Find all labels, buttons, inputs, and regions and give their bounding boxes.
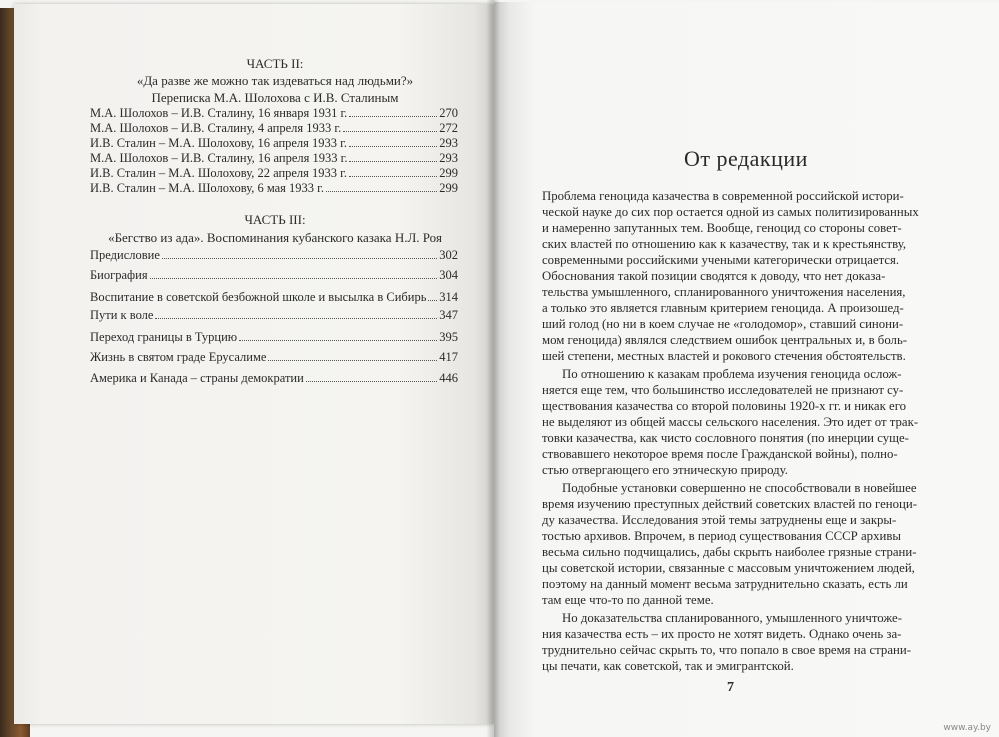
toc-entry-title: Жизнь в святом граде Ерусалиме	[90, 350, 267, 364]
body-line: и намеренно запутанных тем. Вообще, геноцид со стороны совет-	[542, 221, 902, 235]
body-line: труднительно сейчас скрыть то, что попало в свое время на страни-	[542, 643, 911, 657]
toc-entry-page: 347	[439, 308, 458, 322]
toc-entry-title: Биография	[90, 268, 148, 282]
toc-entry	[90, 290, 458, 305]
body-line: не выделяют из общей массы сельского населения. Это идет от трак-	[542, 415, 919, 429]
toc-entry-title: Предисловие	[90, 248, 160, 262]
toc-leader	[239, 330, 437, 341]
toc-entry-page: 293	[439, 136, 458, 150]
part2-subtitle-quote: «Да разве же можно так издеваться над людьми?»	[136, 73, 414, 88]
toc-entry	[90, 248, 458, 263]
body-line: стью отвергающего его этническую природу.	[542, 463, 788, 477]
toc-leader	[150, 268, 438, 279]
body-line: Проблема геноцида казачества в современной российской истори-	[542, 189, 904, 203]
toc-entry-page: 446	[439, 371, 458, 385]
toc-leader	[428, 290, 437, 301]
body-line: а только это является главным критерием геноцида. А произошед-	[542, 301, 904, 315]
body-line: Но доказательства спланированного, умышленного уничтоже-	[562, 611, 902, 625]
body-line: время изучению преступных действий советских властей по геноци-	[542, 497, 917, 511]
body-line: шей степени, местных властей и рокового стечения обстоятельств.	[542, 349, 906, 363]
body-line: там еще что-то по данной теме.	[542, 593, 714, 607]
body-line: современными российскими учеными категорически отрицается.	[542, 253, 900, 267]
toc-leader	[349, 166, 437, 177]
toc-entry-title: М.А. Шолохов – И.В. Сталину, 16 апреля 1933 г.	[90, 151, 348, 165]
watermark: www.ay.by	[943, 723, 991, 733]
part3-subtitle: «Бегство из ада». Воспоминания кубанского казака Н.Л. Роя	[108, 230, 442, 245]
chapter-title: От редакции	[684, 146, 808, 171]
toc-entry-page: 270	[439, 106, 458, 120]
body-line: ший голод (но ни в коем случае не «голодомор», ставший синони-	[542, 317, 904, 331]
book-gutter	[486, 0, 500, 737]
toc-entry-page: 272	[439, 121, 458, 135]
toc-entry-title: И.В. Сталин – М.А. Шолохову, 22 апреля 1933 г.	[90, 166, 348, 180]
toc-leader	[349, 106, 437, 117]
toc-entry	[90, 350, 458, 365]
toc-entry	[90, 371, 458, 386]
part3-heading: ЧАСТЬ III:	[244, 212, 306, 227]
toc-leader	[306, 371, 437, 382]
toc-leader	[162, 248, 437, 259]
part2-subtitle: Переписка М.А. Шолохова с И.В. Сталиным	[151, 90, 399, 105]
toc-entry-page: 304	[439, 268, 458, 282]
toc-entry	[90, 268, 458, 283]
body-line: ществования казачества со второй половины 1920-х гг. и никак его	[542, 399, 907, 413]
toc-entry	[90, 330, 458, 345]
toc-leader	[155, 308, 437, 319]
body-line: ствовавшего некоторое время после Гражданской войны), полно-	[542, 447, 898, 461]
toc-entry-title: И.В. Сталин – М.А. Шолохову, 6 мая 1933 г.	[90, 181, 325, 195]
body-line: ду казачества. Исследования этой темы затруднены еще и закры-	[542, 513, 897, 527]
body-line: цы советской истории, связанные с массовым уничтожением людей,	[542, 561, 915, 575]
toc-entry-title: Америка и Канада – страны демократии	[90, 371, 304, 385]
body-line: тельства умышленного, спланированного уничтожения населения,	[542, 285, 906, 299]
page-number: 7	[727, 680, 734, 695]
toc-entry	[90, 151, 458, 166]
toc-entry-page: 417	[439, 350, 458, 364]
toc-entry-page: 314	[439, 290, 458, 304]
body-line: ческой науке до сих пор остается одной из самых политизированных	[542, 205, 919, 219]
body-line: весьма сильно подчищались, дабы скрыть наиболее грязные страни-	[542, 545, 917, 559]
body-line: товки казачества, как чисто сословного понятия (по инерции суще-	[542, 431, 909, 445]
toc-entry-page: 299	[439, 166, 458, 180]
toc-entry-title: И.В. Сталин – М.А. Шолохову, 16 апреля 1933 г.	[90, 136, 348, 150]
body-line: мом геноцида) являлся следствием ошибок центральных и, в боль-	[542, 333, 908, 347]
body-line: По отношению к казакам проблема изучения геноцида ослож-	[562, 367, 902, 381]
toc-entry-title: М.А. Шолохов – И.В. Сталину, 4 апреля 1933 г.	[90, 121, 342, 135]
body-line: ских властей по отношению как к казачеству, так и к крестьянству,	[542, 237, 907, 251]
toc-entry	[90, 181, 458, 196]
body-line: Обоснования такой позиции сводятся к доводу, что нет доказа-	[542, 269, 886, 283]
toc-entry	[90, 106, 458, 121]
toc-entry-page: 293	[439, 151, 458, 165]
toc-entry-page: 395	[439, 330, 458, 344]
toc-leader	[349, 151, 437, 162]
toc-entry	[90, 166, 458, 181]
toc-entry-title: Пути к воле	[90, 308, 154, 322]
toc-entry-page: 299	[439, 181, 458, 195]
toc-leader	[268, 350, 437, 361]
toc-entry-title: Переход границы в Турцию	[90, 330, 238, 344]
toc-entry-title: Воспитание в советской безбожной школе и высылка в Сибирь	[90, 290, 427, 304]
toc-leader	[349, 136, 437, 147]
toc-entry	[90, 121, 458, 136]
toc-leader	[343, 121, 437, 132]
body-line: няется еще тем, что большинство исследователей не признают су-	[542, 383, 904, 397]
toc-entry	[90, 308, 458, 323]
body-line: тостью архивов. Впрочем, в период существования СССР архивы	[542, 529, 901, 543]
body-line: Подобные установки совершенно не способствовали в новейшее	[562, 481, 917, 495]
toc-entry-title: М.А. Шолохов – И.В. Сталину, 16 января 1931 г.	[90, 106, 348, 120]
toc-entry	[90, 136, 458, 151]
body-line: ния казачества есть – их просто не хотят видеть. Однако очень за-	[542, 627, 902, 641]
toc-entry-page: 302	[439, 248, 458, 262]
part2-heading: ЧАСТЬ II:	[246, 56, 304, 71]
body-line: поэтому на данный момент весьма затруднительно сказать, есть ли	[542, 577, 908, 591]
body-line: цы печати, как советской, так и эмигрантской.	[542, 659, 794, 673]
toc-leader	[326, 181, 437, 192]
